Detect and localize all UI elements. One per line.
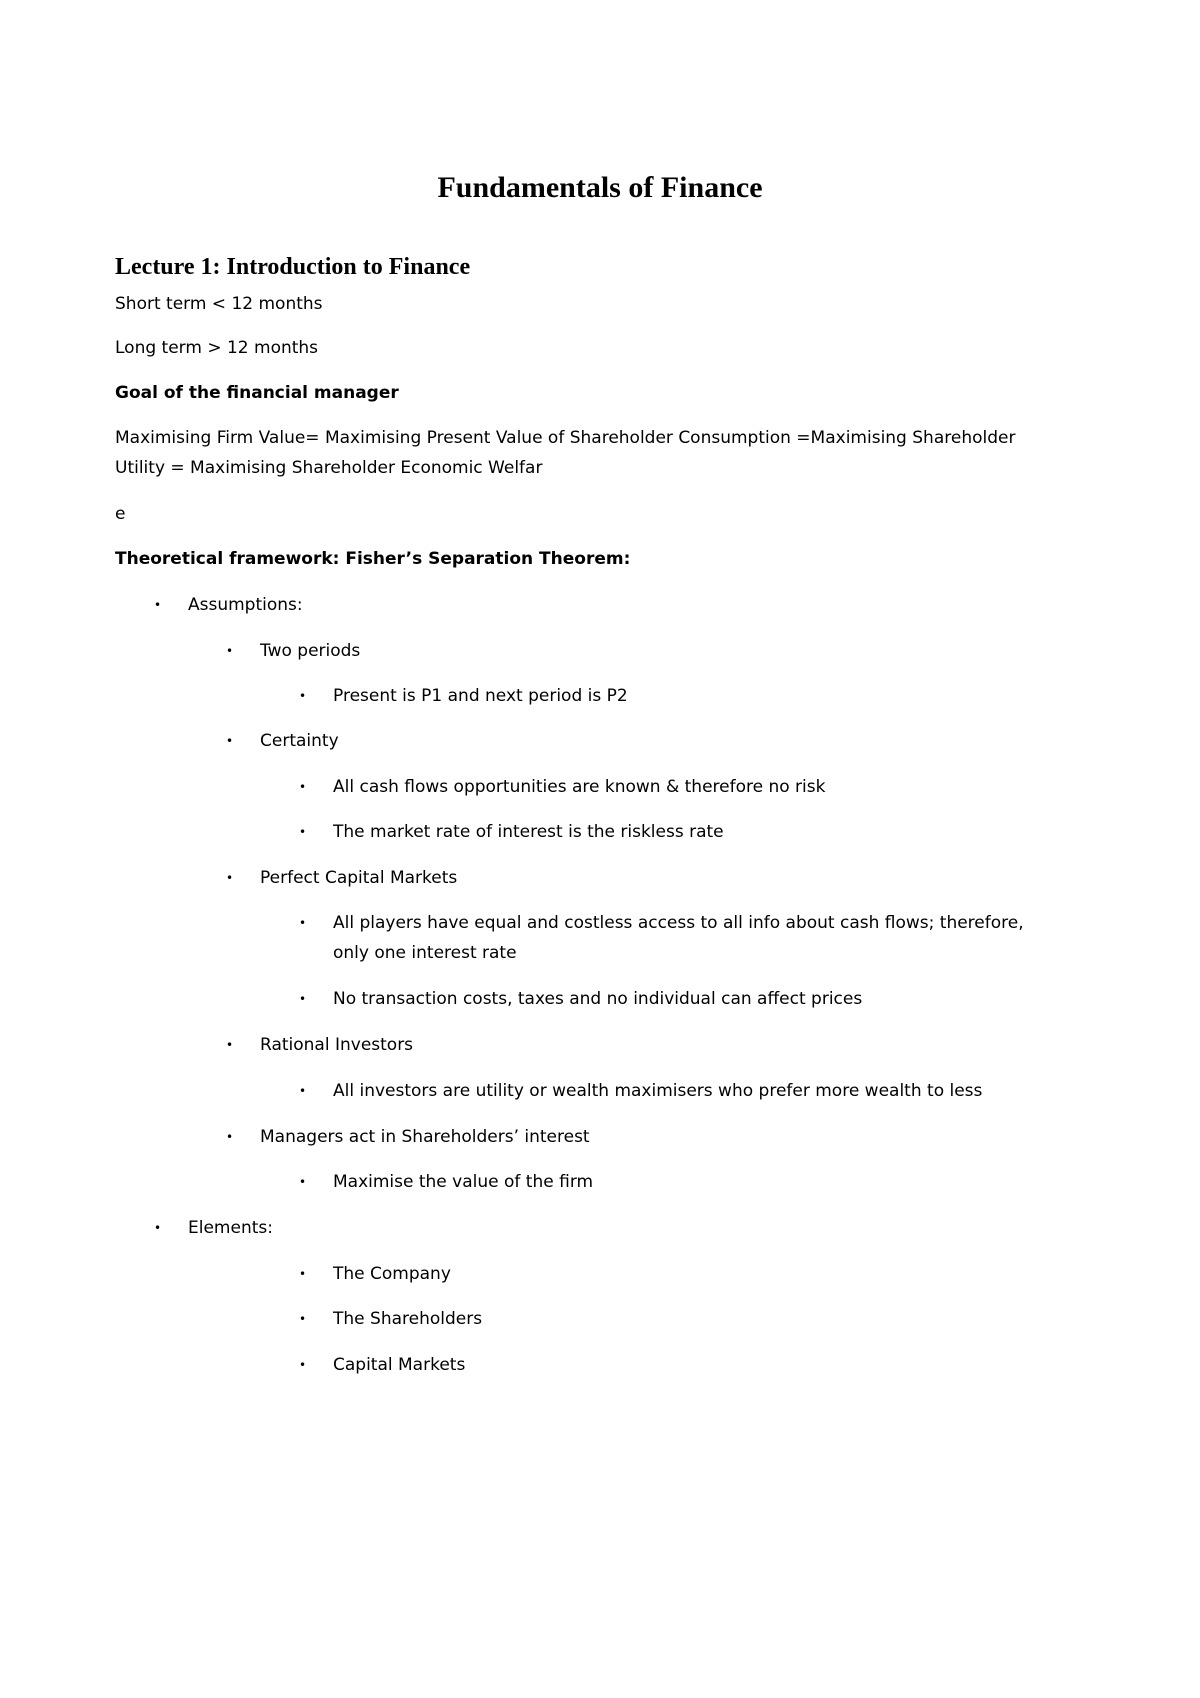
list-item: Maximise the value of the firm: [333, 1172, 594, 1192]
list-item-continuation: only one interest rate: [333, 943, 517, 963]
bullet-icon: •: [299, 780, 307, 794]
bullet-icon: •: [154, 1221, 162, 1235]
bullet-icon: •: [299, 689, 307, 703]
list-item: All cash flows opportunities are known & therefore no risk: [333, 777, 826, 797]
bullet-icon: •: [299, 916, 307, 930]
bullet-icon: •: [226, 644, 234, 658]
bullet-icon: •: [299, 1084, 307, 1098]
list-item: Certainty: [260, 731, 339, 751]
bullet-icon: •: [299, 1175, 307, 1189]
document-title: Fundamentals of Finance: [437, 171, 763, 204]
list-item: Managers act in Shareholders’ interest: [260, 1127, 590, 1147]
goal-text-line-2: Utility = Maximising Shareholder Economic Welfar: [115, 458, 543, 478]
list-item: All investors are utility or wealth maximisers who prefer more wealth to less: [333, 1081, 983, 1101]
bullet-icon: •: [226, 734, 234, 748]
list-item: No transaction costs, taxes and no individual can affect prices: [333, 989, 863, 1009]
list-item: Rational Investors: [260, 1035, 414, 1055]
list-item: Present is P1 and next period is P2: [333, 686, 628, 706]
short-term-text: Short term < 12 months: [115, 294, 323, 314]
goal-heading: Goal of the financial manager: [115, 383, 399, 403]
goal-text-line-1: Maximising Firm Value= Maximising Present Value of Shareholder Consumption =Maximising Shareholder: [115, 428, 1016, 448]
list-item: The Company: [333, 1264, 451, 1284]
lecture-heading: Lecture 1: Introduction to Finance: [115, 254, 471, 280]
elements-label: Elements:: [188, 1218, 273, 1238]
bullet-icon: •: [299, 1358, 307, 1372]
list-item: The market rate of interest is the riskless rate: [333, 822, 724, 842]
bullet-icon: •: [226, 1130, 234, 1144]
bullet-icon: •: [299, 1267, 307, 1281]
bullet-icon: •: [299, 992, 307, 1006]
goal-text-line-3: e: [115, 504, 126, 524]
bullet-icon: •: [299, 1312, 307, 1326]
framework-heading: Theoretical framework: Fisher’s Separation Theorem:: [115, 549, 631, 569]
list-item: All players have equal and costless access to all info about cash flows; therefore,: [333, 913, 1024, 933]
bullet-icon: •: [154, 598, 162, 612]
bullet-icon: •: [226, 871, 234, 885]
list-item: The Shareholders: [333, 1309, 483, 1329]
assumptions-label: Assumptions:: [188, 595, 303, 615]
list-item: Two periods: [260, 641, 361, 661]
long-term-text: Long term > 12 months: [115, 338, 319, 358]
bullet-icon: •: [299, 825, 307, 839]
list-item: Capital Markets: [333, 1355, 466, 1375]
list-item: Perfect Capital Markets: [260, 868, 458, 888]
bullet-icon: •: [226, 1038, 234, 1052]
